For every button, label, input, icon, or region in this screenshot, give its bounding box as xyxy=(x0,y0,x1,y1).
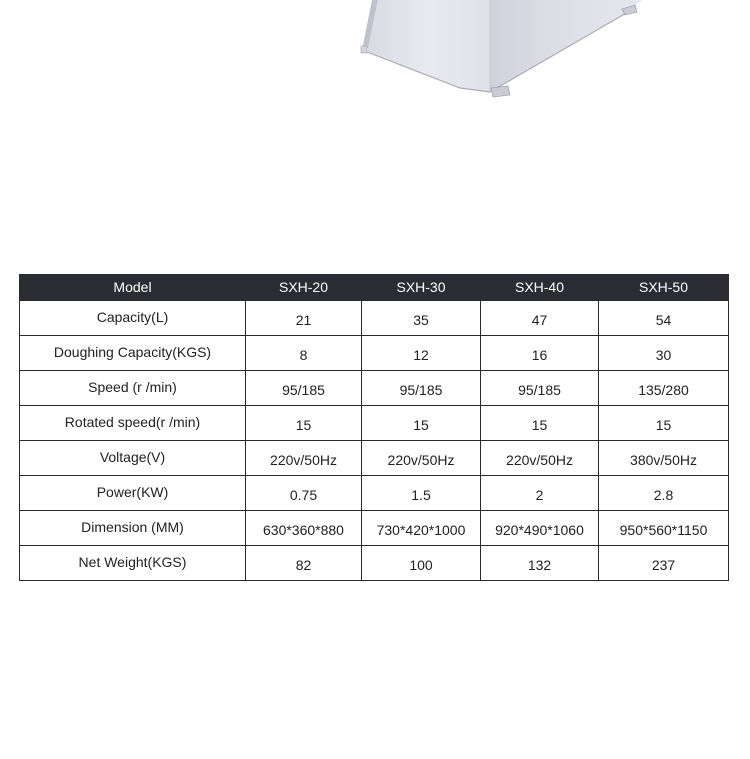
header-model-label: Model xyxy=(20,274,246,301)
cell-value: 220v/50Hz xyxy=(246,441,362,476)
header-model: SXH-30 xyxy=(362,274,481,301)
cell-value: 16 xyxy=(481,336,599,371)
cell-value: 2 xyxy=(481,476,599,511)
cell-value: 95/185 xyxy=(481,371,599,406)
row-label: Power(KW) xyxy=(20,476,246,511)
cell-value: 1.5 xyxy=(362,476,481,511)
table-row xyxy=(20,546,729,581)
machine-left-panel xyxy=(368,0,490,92)
cell-value: 15 xyxy=(362,406,481,441)
table-row xyxy=(20,441,729,476)
header-model: SXH-40 xyxy=(481,274,599,301)
cell-value: 15 xyxy=(246,406,362,441)
spec-table xyxy=(19,274,729,581)
row-label: Dimension (MM) xyxy=(20,511,246,546)
row-label: Rotated speed(r /min) xyxy=(20,406,246,441)
cell-value: 12 xyxy=(362,336,481,371)
cell-value: 21 xyxy=(246,301,362,336)
cell-value: 30 xyxy=(599,336,729,371)
row-label: Net Weight(KGS) xyxy=(20,546,246,581)
machine-foot-front xyxy=(491,86,510,97)
cell-value: 135/280 xyxy=(599,371,729,406)
cell-value: 380v/50Hz xyxy=(599,441,729,476)
table-row xyxy=(20,336,729,371)
cell-value: 15 xyxy=(481,406,599,441)
header-model: SXH-20 xyxy=(246,274,362,301)
cell-value: 47 xyxy=(481,301,599,336)
cell-value: 237 xyxy=(599,546,729,581)
cell-value: 950*560*1150 xyxy=(599,511,729,546)
table-row xyxy=(20,406,729,441)
table-header-row xyxy=(20,274,729,301)
table-row xyxy=(20,476,729,511)
table-row xyxy=(20,371,729,406)
cell-value: 920*490*1060 xyxy=(481,511,599,546)
cell-value: 54 xyxy=(599,301,729,336)
cell-value: 220v/50Hz xyxy=(362,441,481,476)
machine-foot-left xyxy=(361,46,367,53)
cell-value: 730*420*1000 xyxy=(362,511,481,546)
cell-value: 100 xyxy=(362,546,481,581)
cell-value: 15 xyxy=(599,406,729,441)
row-label: Doughing Capacity(KGS) xyxy=(20,336,246,371)
cell-value: 0.75 xyxy=(246,476,362,511)
product-image xyxy=(0,0,750,110)
cell-value: 35 xyxy=(362,301,481,336)
cell-value: 8 xyxy=(246,336,362,371)
row-label: Capacity(L) xyxy=(20,301,246,336)
header-model: SXH-50 xyxy=(599,274,729,301)
cell-value: 2.8 xyxy=(599,476,729,511)
cell-value: 630*360*880 xyxy=(246,511,362,546)
row-label: Speed (r /min) xyxy=(20,371,246,406)
cell-value: 82 xyxy=(246,546,362,581)
table-row xyxy=(20,301,729,336)
cell-value: 95/185 xyxy=(362,371,481,406)
row-label: Voltage(V) xyxy=(20,441,246,476)
cell-value: 132 xyxy=(481,546,599,581)
cell-value: 95/185 xyxy=(246,371,362,406)
cell-value: 220v/50Hz xyxy=(481,441,599,476)
table-row xyxy=(20,511,729,546)
